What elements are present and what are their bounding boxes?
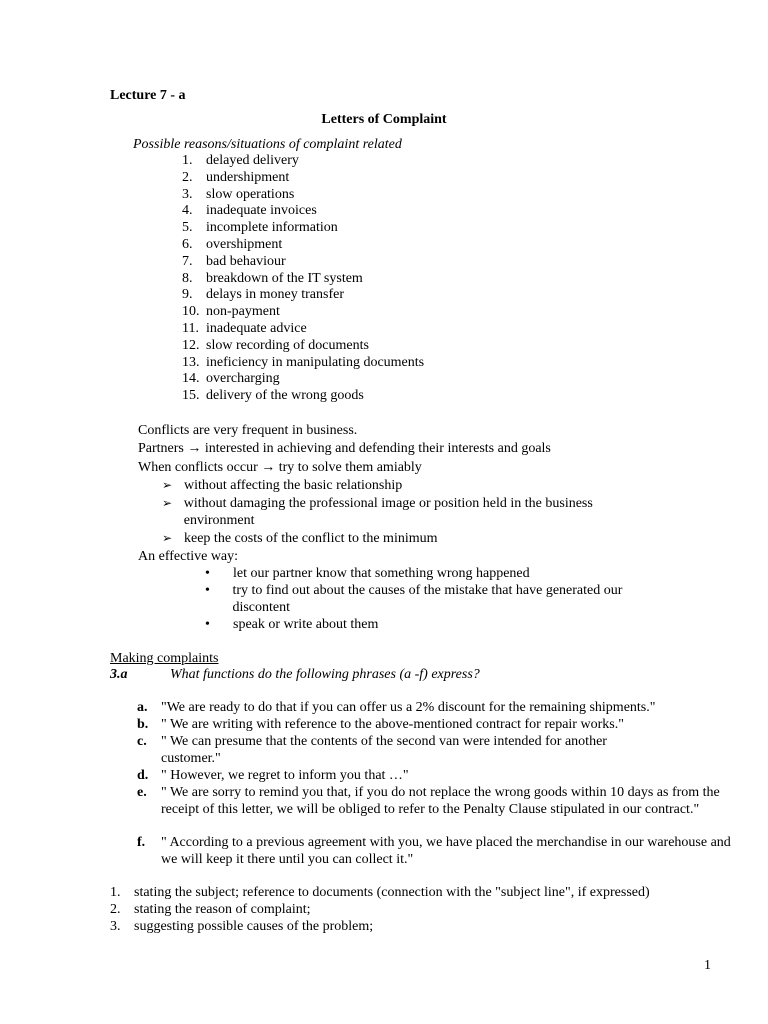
list-item: 13. ineficiency in manipulating documents — [182, 354, 425, 370]
list-item: 3. slow operations — [182, 186, 295, 202]
arrow-list-item: ➢ without damaging the professional image or position held in the business environment — [162, 496, 593, 528]
lecture-heading: Lecture 7 - a — [110, 88, 186, 103]
list-item: 12. slow recording of documents — [182, 337, 369, 353]
list-item: 7. bad behaviour — [182, 253, 286, 269]
reasons-list — [182, 153, 424, 405]
list-item: 10. non-payment — [182, 304, 280, 320]
exercise-label: 3.a — [110, 667, 128, 682]
function-item: 2. stating the reason of complaint; — [110, 902, 311, 917]
bullet-list-item: • speak or write about them — [205, 617, 379, 632]
reasons-subtitle: Possible reasons/situations of complaint related — [133, 137, 402, 152]
arrow-bullet-icon: ➢ — [162, 478, 173, 492]
phrase-item: a. "We are ready to do that if you can offer us a 2% discount for the remaining shipments." — [137, 700, 656, 715]
list-item: 1. delayed delivery — [182, 153, 299, 168]
exercise-question: What functions do the following phrases (a -f) express? — [170, 667, 480, 682]
bullet-list-item: • try to find out about the causes of the mistake that have generated our discontent — [205, 583, 623, 615]
phrase-item: b. " We are writing with reference to the above-mentioned contract for repair works." — [137, 717, 624, 732]
bullet-dot-icon: • — [205, 566, 210, 581]
function-item: 3. suggesting possible causes of the problem; — [110, 919, 374, 934]
page-number: 1 — [704, 958, 711, 973]
list-item: 15. delivery of the wrong goods — [182, 388, 364, 404]
list-item: 5. incomplete information — [182, 220, 338, 236]
phrase-item: e. " We are sorry to remind you that, if you do not replace the wrong goods within 10 days as from the receipt of this letter, we will be obliged to refer to the Penalty Clause stipulated in our contract." — [137, 785, 720, 817]
paragraph: Partners → interested in achieving and defending their interests and goals — [138, 441, 551, 456]
list-item: 6. overshipment — [182, 236, 283, 252]
phrase-item: c. " We can presume that the contents of the second van were intended for another customer." — [137, 734, 607, 766]
bullet-dot-icon: • — [205, 617, 210, 632]
list-item: 9. delays in money transfer — [182, 287, 345, 303]
list-item: 11. inadequate advice — [182, 320, 307, 336]
arrow-bullet-icon: ➢ — [162, 496, 173, 510]
arrow-bullet-icon: ➢ — [162, 531, 173, 545]
paragraph: Conflicts are very frequent in business. — [138, 423, 358, 438]
document-title: Letters of Complaint — [321, 112, 447, 127]
phrase-item: f. " According to a previous agreement with you, we have placed the merchandise in our warehouse and we will keep it there until you can collect it." — [137, 835, 731, 867]
arrow-list-item: ➢ keep the costs of the conflict to the minimum — [162, 531, 438, 546]
arrow-list-item: ➢ without affecting the basic relationship — [162, 478, 403, 493]
section-heading: Making complaints — [110, 651, 219, 666]
list-item: 4. inadequate invoices — [182, 203, 317, 219]
list-item: 8. breakdown of the IT system — [182, 270, 363, 286]
paragraph: An effective way: — [138, 549, 239, 564]
bullet-list-item: • let our partner know that something wrong happened — [205, 566, 530, 581]
function-item: 1. stating the subject; reference to documents (connection with the "subject line", if expressed) — [110, 885, 650, 900]
list-item: 2. undershipment — [182, 169, 290, 185]
list-item: 14. overcharging — [182, 371, 280, 387]
paragraph: When conflicts occur → try to solve them amiably — [138, 460, 422, 475]
phrase-item: d. " However, we regret to inform you that …" — [137, 768, 409, 783]
bullet-dot-icon: • — [205, 583, 210, 598]
